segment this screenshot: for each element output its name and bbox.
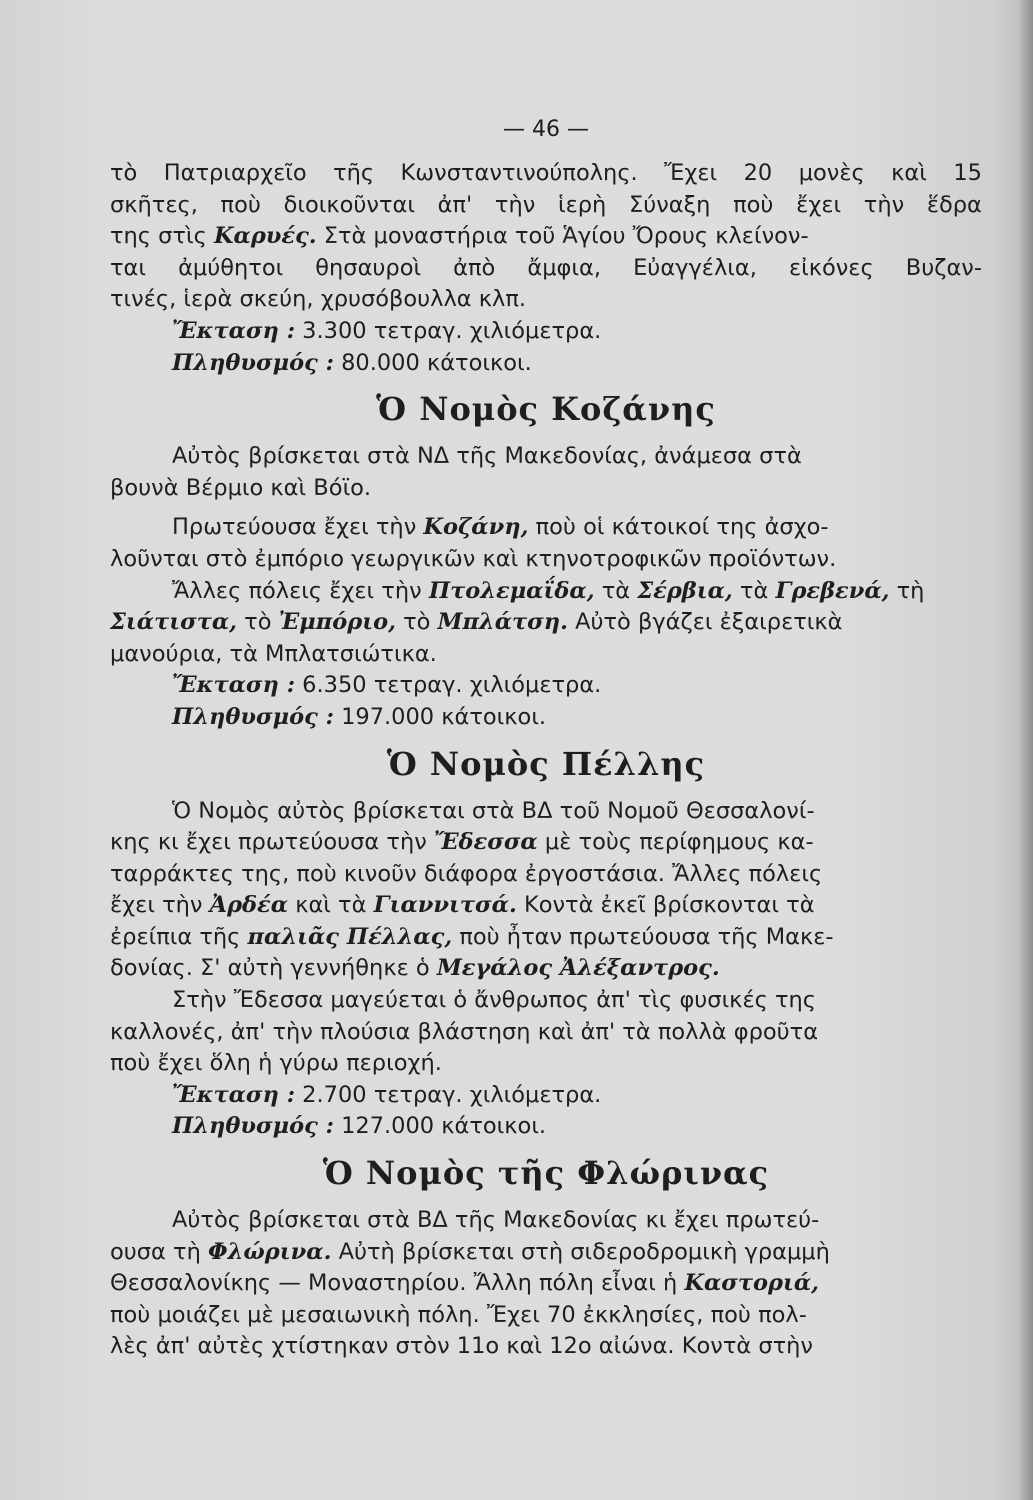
section-title-pella: Ὁ Νομὸς Πέλλης — [386, 744, 706, 783]
emphasis-term: Φλώρινα. — [208, 1238, 332, 1265]
emphasis-term: παλιᾶς Πέλλας, — [247, 923, 453, 950]
area-line: Ἔκταση : 6.350 τετραγ. χιλιόμετρα. — [110, 670, 982, 702]
population-line: Πληθυσμός : 197.000 κάτοικοι. — [110, 702, 982, 734]
text-line: μανούρια, τὰ Μπλατσιώτικα. — [110, 640, 437, 667]
emphasis-term: Καρυές. — [213, 223, 317, 250]
emphasis-term: Μεγάλος Ἀλέξαντρος. — [436, 955, 720, 982]
section-title-florina: Ὁ Νομὸς τῆς Φλώρινας — [322, 1154, 770, 1193]
area-label: Ἔκταση : — [172, 672, 296, 699]
text-line: ἐρείπια τῆς παλιᾶς Πέλλας, ποὺ ἦταν πρωτεύουσα τῆς Μακε- — [110, 922, 982, 954]
emphasis-term: Σέρβια, — [637, 577, 733, 604]
text-line: ται ἀμύθητοι θησαυροὶ ἀπὸ ἄμφια, Εὐαγγέλια, εἰκόνες Βυζαν- — [110, 254, 982, 281]
area-label: Ἔκταση : — [172, 317, 296, 344]
emphasis-term: Ἐμπόριο, — [278, 609, 396, 636]
text-line: Στὴν Ἔδεσσα μαγεύεται ὁ ἄνθρωπος ἀπ' τὶς φυσικές της — [172, 987, 816, 1014]
text-line: βουνὰ Βέρμιο καὶ Βόϊο. — [110, 474, 372, 501]
emphasis-term: Καστοριά, — [684, 1270, 820, 1297]
population-line: Πληθυσμός : 80.000 κάτοικοι. — [110, 348, 982, 380]
page-number: — 46 — — [503, 117, 589, 142]
text-line: ἔχει τὴν Ἀρδέα καὶ τὰ Γιαννιτσά. Κοντὰ ἐκεῖ βρίσκονται τὰ — [110, 890, 982, 922]
text-line: Θεσσαλονίκης — Μοναστηρίου. Ἄλλη πόλη εἶναι ἡ Καστοριά, — [110, 1268, 982, 1300]
text-line: τινές, ἱερὰ σκεύη, χρυσόβουλλα κλπ. — [110, 286, 527, 313]
emphasis-term: Ἀρδέα — [209, 892, 289, 919]
emphasis-term: Γιαννιτσά. — [373, 892, 517, 919]
emphasis-term: Ἔδεσσα — [433, 829, 538, 856]
emphasis-term: Πτολεμαΐδα, — [428, 577, 595, 604]
text-line: Ἄλλες πόλεις ἔχει τὴν Πτολεμαΐδα, τὰ Σέρβια, τὰ Γρεβενά, τὴ — [110, 576, 982, 608]
area-line: Ἔκταση : 2.700 τετραγ. χιλιόμετρα. — [110, 1080, 982, 1112]
text-line: Πρωτεύουσα ἔχει τὴν Κοζάνη, ποὺ οἱ κάτοικοί της ἀσχο- — [110, 512, 982, 544]
text-line: Σιάτιστα, τὸ Ἐμπόριο, τὸ Μπλάτση. Αὐτὸ βγάζει ἐξαιρετικὰ — [110, 607, 982, 639]
population-label: Πληθυσμός : — [172, 1113, 334, 1140]
text-line: ταρράκτες της, ποὺ κινοῦν διάφορα ἐργοστάσια. Ἄλλες πόλεις — [110, 860, 823, 887]
population-label: Πληθυσμός : — [172, 349, 334, 376]
text-line: δονίας. Σ' αὐτὴ γεννήθηκε ὁ Μεγάλος Ἀλέξαντρος. — [110, 953, 982, 985]
text-line: Ὁ Νομὸς αὐτὸς βρίσκεται στὰ ΒΔ τοῦ Νομοῦ Θεσσαλονί- — [172, 797, 815, 824]
emphasis-term: Γρεβενά, — [775, 577, 890, 604]
area-label: Ἔκταση : — [172, 1081, 296, 1108]
population-line: Πληθυσμός : 127.000 κάτοικοι. — [110, 1111, 982, 1143]
text-line: ουσα τὴ Φλώρινα. Αὐτὴ βρίσκεται στὴ σιδεροδρομικὴ γραμμὴ — [110, 1237, 982, 1269]
section-title-kozani: Ὁ Νομὸς Κοζάνης — [376, 390, 716, 429]
text-line: της στὶς Καρυές. Στὰ μοναστήρια τοῦ Ἁγίου Ὄρους κλείνον- — [110, 221, 982, 253]
text-line: Αὐτὸς βρίσκεται στὰ ΒΔ τῆς Μακεδονίας κι ἔχει πρωτεύ- — [172, 1207, 820, 1234]
text-line: κης κι ἔχει πρωτεύουσα τὴν Ἔδεσσα μὲ τοὺς περίφημους κα- — [110, 827, 982, 859]
text-line: τὸ Πατριαρχεῖο τῆς Κωνσταντινούπολης. Ἔχει 20 μονὲς καὶ 15 — [110, 160, 982, 186]
text-line: ποὺ ἔχει ὅλη ἡ γύρω περιοχή. — [110, 1050, 442, 1077]
population-label: Πληθυσμός : — [172, 703, 334, 730]
area-line: Ἔκταση : 3.300 τετραγ. χιλιόμετρα. — [110, 316, 982, 348]
text-line: καλλονές, ἀπ' τὴν πλούσια βλάστηση καὶ ἀπ' τὰ πολλὰ φροῦτα — [110, 1018, 819, 1045]
text-line: λὲς ἀπ' αὐτὲς χτίστηκαν στὸν 11ο καὶ 12ο αἰώνα. Κοντὰ στὴν — [110, 1333, 813, 1360]
page-edge — [1019, 0, 1033, 1500]
page-content — [110, 112, 982, 1363]
text-line: ποὺ μοιάζει μὲ μεσαιωνικὴ πόλη. Ἔχει 70 ἐκκλησίες, ποὺ πολ- — [110, 1301, 807, 1328]
text-line: σκῆτες, ποὺ διοικοῦνται ἀπ' τὴν ἱερὴ Σύναξη ποὺ ἔχει τὴν ἕδρα — [110, 191, 982, 218]
text-line: λοῦνται στὸ ἐμπόριο γεωργικῶν καὶ κτηνοτροφικῶν προϊόντων. — [110, 545, 837, 572]
emphasis-term: Κοζάνη, — [423, 514, 529, 541]
text-line: Αὐτὸς βρίσκεται στὰ ΝΔ τῆς Μακεδονίας, ἀνάμεσα στὰ — [172, 443, 802, 470]
emphasis-term: Σιάτιστα, — [110, 609, 238, 636]
emphasis-term: Μπλάτση. — [437, 609, 568, 636]
